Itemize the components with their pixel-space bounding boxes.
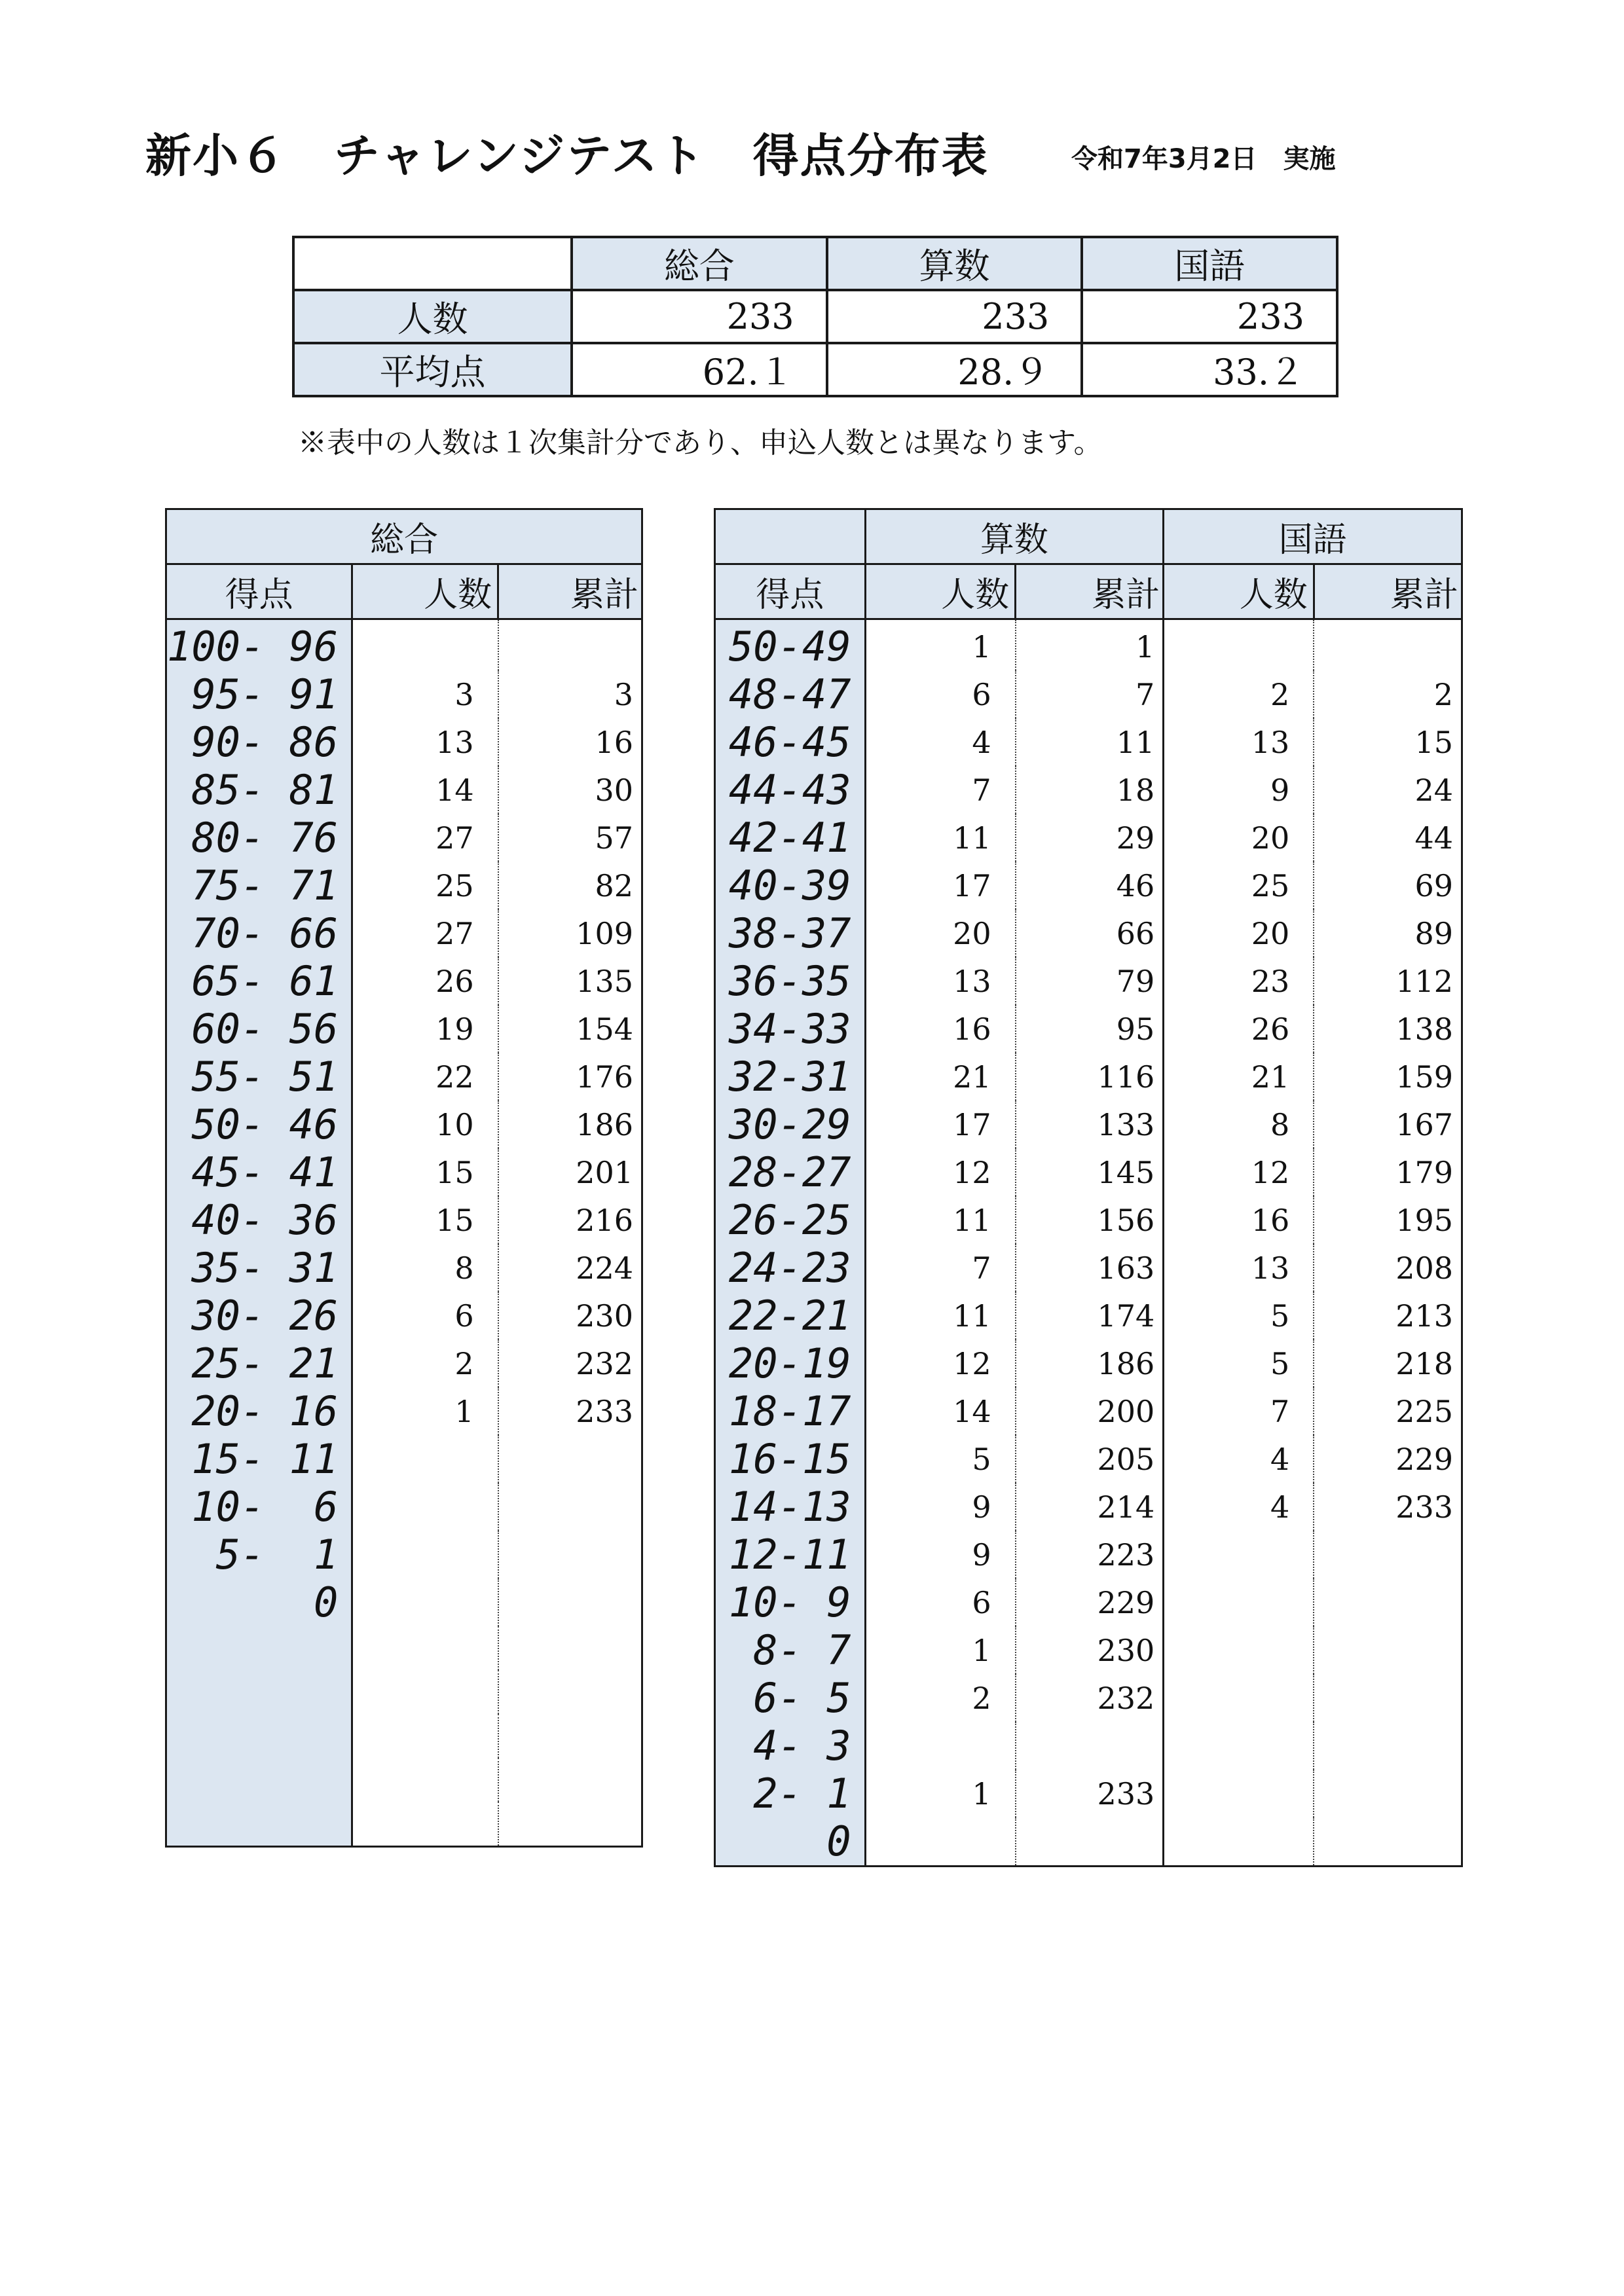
count-cell: [352, 1578, 498, 1626]
score-range: 75- 71: [166, 862, 352, 909]
table-row: [166, 670, 642, 718]
math-cumulative-cell: 223: [1016, 1531, 1164, 1578]
total-distribution-table: [165, 508, 643, 1848]
table-row: [166, 1244, 642, 1292]
math-cumulative-cell: 1: [1016, 619, 1164, 671]
japanese-cumulative-cell: [1314, 1626, 1462, 1674]
table-row: [715, 1339, 1462, 1387]
japanese-cumulative-cell: [1314, 1770, 1462, 1817]
math-count-cell: 1: [865, 1770, 1016, 1817]
japanese-cumulative-cell: 225: [1314, 1387, 1462, 1435]
japanese-count-cell: [1164, 1626, 1314, 1674]
table-row: [166, 1196, 642, 1244]
summary-row-label: 平均点: [293, 343, 572, 396]
math-count-cell: 9: [865, 1483, 1016, 1531]
count-cell: [352, 1483, 498, 1531]
summary-header-total: 総合: [572, 237, 827, 290]
table-row: [715, 1292, 1462, 1339]
table-row: [715, 1196, 1462, 1244]
math-cumulative-cell: 163: [1016, 1244, 1164, 1292]
title-main: 新小６ チャレンジテスト 得点分布表: [145, 129, 989, 183]
score-range: 40-39: [715, 862, 866, 909]
japanese-cumulative-cell: [1314, 1674, 1462, 1722]
japanese-count-cell: [1164, 1531, 1314, 1578]
table-row: [715, 1770, 1462, 1817]
japanese-count-cell: 5: [1164, 1339, 1314, 1387]
score-range: 36-35: [715, 957, 866, 1005]
math-count-cell: [865, 1722, 1016, 1770]
math-cumulative-cell: 66: [1016, 909, 1164, 957]
math-cumulative-cell: 29: [1016, 814, 1164, 862]
japanese-count-cell: [1164, 1817, 1314, 1867]
cumulative-cell: 3: [498, 670, 642, 718]
japanese-cumulative-cell: 213: [1314, 1292, 1462, 1339]
japanese-count-header: 人数: [1164, 564, 1314, 619]
cumulative-cell: 109: [498, 909, 642, 957]
math-count-header: 人数: [865, 564, 1016, 619]
count-cell: [352, 1802, 498, 1847]
table-row: [166, 814, 642, 862]
summary-row-average: [293, 343, 1337, 396]
count-cell: 15: [352, 1196, 498, 1244]
japanese-cumulative-cell: 159: [1314, 1053, 1462, 1101]
japanese-cumulative-cell: [1314, 619, 1462, 671]
score-range: 44-43: [715, 766, 866, 814]
table-row: [715, 1674, 1462, 1722]
count-cell: [352, 1714, 498, 1758]
japanese-cumulative-cell: 229: [1314, 1435, 1462, 1483]
summary-row-label: 人数: [293, 290, 572, 343]
math-header: 算数: [865, 509, 1164, 564]
math-cumulative-cell: 18: [1016, 766, 1164, 814]
score-range: 85- 81: [166, 766, 352, 814]
math-cumulative-cell: [1016, 1722, 1164, 1770]
japanese-count-cell: 13: [1164, 1244, 1314, 1292]
japanese-count-cell: [1164, 1674, 1314, 1722]
table-row: [715, 1626, 1462, 1674]
cumulative-cell: 82: [498, 862, 642, 909]
cumulative-cell: 230: [498, 1292, 642, 1339]
score-range: 5- 1: [166, 1531, 352, 1578]
math-count-cell: 11: [865, 1196, 1016, 1244]
score-range: 55- 51: [166, 1053, 352, 1101]
cumulative-cell: 232: [498, 1339, 642, 1387]
score-range: 46-45: [715, 718, 866, 766]
japanese-count-cell: 13: [1164, 718, 1314, 766]
math-count-cell: [865, 1817, 1016, 1867]
cumulative-cell: [498, 1483, 642, 1531]
score-range: 14-13: [715, 1483, 866, 1531]
table-row: [715, 1101, 1462, 1148]
math-count-cell: 7: [865, 1244, 1016, 1292]
cumulative-cell: 176: [498, 1053, 642, 1101]
table-row: [715, 862, 1462, 909]
japanese-count-cell: 4: [1164, 1435, 1314, 1483]
table-row: [715, 766, 1462, 814]
japanese-cumulative-cell: 218: [1314, 1339, 1462, 1387]
japanese-cumulative-cell: 44: [1314, 814, 1462, 862]
math-count-cell: 9: [865, 1531, 1016, 1578]
math-count-cell: 4: [865, 718, 1016, 766]
japanese-cumulative-cell: [1314, 1578, 1462, 1626]
japanese-cumulative-cell: [1314, 1817, 1462, 1867]
cumulative-cell: 224: [498, 1244, 642, 1292]
japanese-cumulative-cell: 233: [1314, 1483, 1462, 1531]
cumulative-header: 累計: [498, 564, 642, 619]
summary-cell: 233: [827, 290, 1082, 343]
math-cumulative-cell: 156: [1016, 1196, 1164, 1244]
summary-cell: 233: [572, 290, 827, 343]
math-count-cell: 14: [865, 1387, 1016, 1435]
summary-cell: 28.９: [827, 343, 1082, 396]
score-range: 24-23: [715, 1244, 866, 1292]
math-cumulative-cell: 133: [1016, 1101, 1164, 1148]
score-range: 18-17: [715, 1387, 866, 1435]
score-range: 8- 7: [715, 1626, 866, 1674]
japanese-cumulative-cell: 167: [1314, 1101, 1462, 1148]
score-range: [166, 1714, 352, 1758]
score-range: 40- 36: [166, 1196, 352, 1244]
japanese-header: 国語: [1164, 509, 1462, 564]
score-range: 2- 1: [715, 1770, 866, 1817]
table-row: [715, 1435, 1462, 1483]
count-cell: [352, 1531, 498, 1578]
table-row: [166, 1578, 642, 1626]
score-range: 22-21: [715, 1292, 866, 1339]
math-count-cell: 16: [865, 1005, 1016, 1053]
math-cumulative-cell: 230: [1016, 1626, 1164, 1674]
math-cumulative-cell: 200: [1016, 1387, 1164, 1435]
score-range: [166, 1670, 352, 1714]
count-cell: 6: [352, 1292, 498, 1339]
math-cumulative-cell: 229: [1016, 1578, 1164, 1626]
table-row: [715, 1053, 1462, 1101]
table-row: [166, 1758, 642, 1802]
table-row: [715, 1483, 1462, 1531]
subject-subheader-row: [715, 564, 1462, 619]
math-cumulative-cell: [1016, 1817, 1164, 1867]
count-cell: 13: [352, 718, 498, 766]
count-cell: 15: [352, 1148, 498, 1196]
count-cell: 1: [352, 1387, 498, 1435]
score-range: 30-29: [715, 1101, 866, 1148]
japanese-count-cell: 20: [1164, 909, 1314, 957]
count-cell: 22: [352, 1053, 498, 1101]
math-count-cell: 21: [865, 1053, 1016, 1101]
cumulative-cell: [498, 1714, 642, 1758]
score-range: 4- 3: [715, 1722, 866, 1770]
japanese-count-cell: [1164, 619, 1314, 671]
math-cumulative-cell: 214: [1016, 1483, 1164, 1531]
math-cumulative-cell: 205: [1016, 1435, 1164, 1483]
math-count-cell: 7: [865, 766, 1016, 814]
japanese-cumulative-cell: 208: [1314, 1244, 1462, 1292]
score-range: 0: [715, 1817, 866, 1867]
table-row: [715, 957, 1462, 1005]
score-range: 0: [166, 1578, 352, 1626]
subject-header-row: [715, 509, 1462, 564]
japanese-cumulative-cell: [1314, 1722, 1462, 1770]
japanese-cumulative-cell: 89: [1314, 909, 1462, 957]
count-cell: [352, 1435, 498, 1483]
score-range: 28-27: [715, 1148, 866, 1196]
japanese-count-cell: 2: [1164, 670, 1314, 718]
score-range: 95- 91: [166, 670, 352, 718]
math-cumulative-cell: 174: [1016, 1292, 1164, 1339]
math-cumulative-cell: 186: [1016, 1339, 1164, 1387]
count-cell: [352, 1670, 498, 1714]
math-count-cell: 5: [865, 1435, 1016, 1483]
math-count-cell: 6: [865, 670, 1016, 718]
japanese-cumulative-cell: 24: [1314, 766, 1462, 814]
cumulative-cell: 57: [498, 814, 642, 862]
score-range: 70- 66: [166, 909, 352, 957]
cumulative-cell: [498, 1626, 642, 1670]
math-count-cell: 1: [865, 1626, 1016, 1674]
count-header: 人数: [352, 564, 498, 619]
math-cumulative-cell: 116: [1016, 1053, 1164, 1101]
cumulative-cell: [498, 619, 642, 671]
cumulative-cell: 154: [498, 1005, 642, 1053]
japanese-count-cell: 20: [1164, 814, 1314, 862]
score-range: [166, 1758, 352, 1802]
count-cell: 8: [352, 1244, 498, 1292]
japanese-count-cell: 9: [1164, 766, 1314, 814]
table-row: [715, 1387, 1462, 1435]
score-range: 20-19: [715, 1339, 866, 1387]
math-count-cell: 12: [865, 1148, 1016, 1196]
japanese-count-cell: 26: [1164, 1005, 1314, 1053]
japanese-count-cell: 23: [1164, 957, 1314, 1005]
table-row: [715, 909, 1462, 957]
count-cell: 26: [352, 957, 498, 1005]
math-count-cell: 6: [865, 1578, 1016, 1626]
score-range: 6- 5: [715, 1674, 866, 1722]
footnote: ※表中の人数は１次集計分であり、申込人数とは異なります。: [298, 426, 1103, 460]
math-count-cell: 12: [865, 1339, 1016, 1387]
table-row: [166, 1053, 642, 1101]
table-row: [166, 1292, 642, 1339]
cumulative-cell: 16: [498, 718, 642, 766]
math-count-cell: 2: [865, 1674, 1016, 1722]
count-cell: 2: [352, 1339, 498, 1387]
math-count-cell: 11: [865, 1292, 1016, 1339]
table-row: [166, 957, 642, 1005]
table-row: [715, 814, 1462, 862]
japanese-count-cell: 4: [1164, 1483, 1314, 1531]
math-count-cell: 20: [865, 909, 1016, 957]
score-range: 50- 46: [166, 1101, 352, 1148]
math-cumulative-cell: 11: [1016, 718, 1164, 766]
page-title: [145, 119, 1335, 185]
exam-date: 令和7年3月2日 実施: [1071, 144, 1336, 174]
table-row: [715, 1817, 1462, 1867]
cumulative-cell: 216: [498, 1196, 642, 1244]
table-row: [166, 1148, 642, 1196]
japanese-cumulative-cell: 179: [1314, 1148, 1462, 1196]
japanese-cumulative-cell: 138: [1314, 1005, 1462, 1053]
cumulative-cell: [498, 1578, 642, 1626]
math-cumulative-cell: 233: [1016, 1770, 1164, 1817]
japanese-count-cell: [1164, 1578, 1314, 1626]
cumulative-cell: [498, 1670, 642, 1714]
japanese-cumulative-cell: 15: [1314, 718, 1462, 766]
summary-corner-cell: [293, 237, 572, 290]
summary-header-row: [293, 237, 1337, 290]
table-row: [166, 1435, 642, 1483]
score-range: 15- 11: [166, 1435, 352, 1483]
table-row: [715, 718, 1462, 766]
table-row: [166, 718, 642, 766]
total-header-row: [166, 509, 642, 564]
table-row: [715, 1005, 1462, 1053]
math-count-cell: 11: [865, 814, 1016, 862]
score-header: 得点: [715, 564, 866, 619]
total-subheader-row: [166, 564, 642, 619]
math-count-cell: 13: [865, 957, 1016, 1005]
table-row: [715, 1578, 1462, 1626]
score-range: [166, 1626, 352, 1670]
table-row: [166, 1483, 642, 1531]
count-cell: 14: [352, 766, 498, 814]
math-count-cell: 1: [865, 619, 1016, 671]
score-range: 32-31: [715, 1053, 866, 1101]
score-range: 25- 21: [166, 1339, 352, 1387]
score-range: 12-11: [715, 1531, 866, 1578]
score-range: 16-15: [715, 1435, 866, 1483]
score-range: 42-41: [715, 814, 866, 862]
japanese-count-cell: [1164, 1770, 1314, 1817]
cumulative-cell: [498, 1435, 642, 1483]
cumulative-cell: 233: [498, 1387, 642, 1435]
table-row: [166, 619, 642, 671]
table-row: [166, 766, 642, 814]
japanese-count-cell: 8: [1164, 1101, 1314, 1148]
japanese-cumulative-cell: 195: [1314, 1196, 1462, 1244]
summary-table: [292, 236, 1338, 397]
score-range: 45- 41: [166, 1148, 352, 1196]
cumulative-cell: [498, 1802, 642, 1847]
table-row: [166, 1802, 642, 1847]
japanese-count-cell: 12: [1164, 1148, 1314, 1196]
summary-row-count: [293, 290, 1337, 343]
japanese-count-cell: 5: [1164, 1292, 1314, 1339]
count-cell: 27: [352, 814, 498, 862]
math-cumulative-cell: 7: [1016, 670, 1164, 718]
summary-cell: 233: [1082, 290, 1337, 343]
table-row: [715, 1244, 1462, 1292]
count-cell: 25: [352, 862, 498, 909]
japanese-count-cell: 25: [1164, 862, 1314, 909]
summary-header-japanese: 国語: [1082, 237, 1337, 290]
japanese-count-cell: 7: [1164, 1387, 1314, 1435]
table-row: [715, 670, 1462, 718]
cumulative-cell: 201: [498, 1148, 642, 1196]
score-range: 60- 56: [166, 1005, 352, 1053]
cumulative-cell: [498, 1531, 642, 1578]
count-cell: 3: [352, 670, 498, 718]
score-range: 50-49: [715, 619, 866, 671]
count-cell: 10: [352, 1101, 498, 1148]
count-cell: [352, 619, 498, 671]
math-cumulative-cell: 145: [1016, 1148, 1164, 1196]
table-row: [166, 909, 642, 957]
japanese-count-cell: 16: [1164, 1196, 1314, 1244]
table-row: [715, 619, 1462, 671]
table-row: [715, 1148, 1462, 1196]
japanese-cumulative-cell: 2: [1314, 670, 1462, 718]
score-range: 100- 96: [166, 619, 352, 671]
table-row: [166, 1714, 642, 1758]
score-range: 26-25: [715, 1196, 866, 1244]
score-header: 得点: [166, 564, 352, 619]
subject-distribution-table: [714, 508, 1463, 1867]
table-row: [166, 1005, 642, 1053]
summary-cell: 33.２: [1082, 343, 1337, 396]
total-header: 総合: [166, 509, 642, 564]
score-range: 20- 16: [166, 1387, 352, 1435]
score-range: 80- 76: [166, 814, 352, 862]
table-row: [715, 1531, 1462, 1578]
summary-header-math: 算数: [827, 237, 1082, 290]
subject-corner-cell: [715, 509, 866, 564]
score-range: 65- 61: [166, 957, 352, 1005]
table-row: [166, 1387, 642, 1435]
score-range: [166, 1802, 352, 1847]
score-range: 10- 6: [166, 1483, 352, 1531]
table-row: [166, 1101, 642, 1148]
count-cell: 19: [352, 1005, 498, 1053]
table-row: [166, 1339, 642, 1387]
table-row: [715, 1722, 1462, 1770]
cumulative-cell: 30: [498, 766, 642, 814]
score-range: 30- 26: [166, 1292, 352, 1339]
japanese-cumulative-header: 累計: [1314, 564, 1462, 619]
score-range: 90- 86: [166, 718, 352, 766]
japanese-count-cell: 21: [1164, 1053, 1314, 1101]
cumulative-cell: 186: [498, 1101, 642, 1148]
table-row: [166, 1670, 642, 1714]
cumulative-cell: [498, 1758, 642, 1802]
table-row: [166, 1531, 642, 1578]
japanese-cumulative-cell: [1314, 1531, 1462, 1578]
cumulative-cell: 135: [498, 957, 642, 1005]
score-range: 10- 9: [715, 1578, 866, 1626]
table-row: [166, 1626, 642, 1670]
score-range: 48-47: [715, 670, 866, 718]
count-cell: 27: [352, 909, 498, 957]
math-cumulative-cell: 232: [1016, 1674, 1164, 1722]
count-cell: [352, 1758, 498, 1802]
japanese-cumulative-cell: 69: [1314, 862, 1462, 909]
score-range: 35- 31: [166, 1244, 352, 1292]
count-cell: [352, 1626, 498, 1670]
math-cumulative-cell: 79: [1016, 957, 1164, 1005]
math-cumulative-cell: 95: [1016, 1005, 1164, 1053]
table-row: [166, 862, 642, 909]
summary-cell: 62.１: [572, 343, 827, 396]
math-cumulative-header: 累計: [1016, 564, 1164, 619]
score-range: 38-37: [715, 909, 866, 957]
math-count-cell: 17: [865, 862, 1016, 909]
score-range: 34-33: [715, 1005, 866, 1053]
japanese-cumulative-cell: 112: [1314, 957, 1462, 1005]
math-cumulative-cell: 46: [1016, 862, 1164, 909]
math-count-cell: 17: [865, 1101, 1016, 1148]
japanese-count-cell: [1164, 1722, 1314, 1770]
